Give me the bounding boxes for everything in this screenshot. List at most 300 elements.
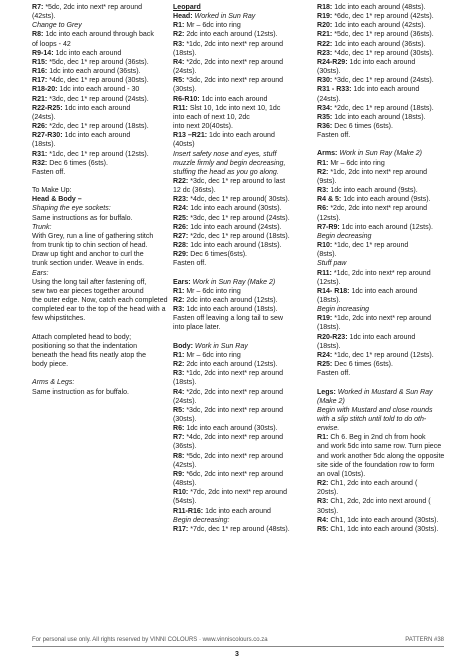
pattern-line bbox=[317, 433, 445, 442]
pattern-line bbox=[32, 58, 156, 67]
line-text: *1dc, dec 1* rep around (12sts). bbox=[47, 150, 149, 158]
pattern-line bbox=[317, 488, 445, 497]
round-label: R2: bbox=[317, 168, 329, 176]
round-label: R23: bbox=[173, 196, 189, 204]
line-spacer bbox=[32, 369, 156, 378]
pattern-line bbox=[173, 433, 311, 442]
line-text: Work in Sun Ray bbox=[192, 342, 248, 350]
round-label: R26: bbox=[173, 223, 189, 231]
copyright-notice: For personal use only. All rights reserved by VINNI COLOURS · www.vinniscolours.co.za bbox=[32, 637, 268, 643]
line-text: 1dc into each around (30sts). bbox=[184, 425, 278, 433]
round-label: R18: bbox=[317, 4, 333, 11]
pattern-line bbox=[173, 406, 311, 415]
pattern-line bbox=[32, 186, 156, 195]
line-text: To Make Up: bbox=[32, 187, 72, 195]
pattern-line bbox=[317, 461, 445, 470]
pattern-line bbox=[173, 488, 311, 497]
round-label: R27: bbox=[173, 232, 189, 240]
pattern-line bbox=[317, 388, 445, 397]
pattern-line bbox=[317, 95, 445, 104]
line-text: 1dc into each around (42sts). bbox=[332, 22, 426, 30]
line-text: site side of the foundation row to form bbox=[317, 461, 435, 469]
pattern-line bbox=[173, 214, 311, 223]
pattern-line bbox=[32, 241, 156, 250]
line-text: Fasten off. bbox=[317, 132, 351, 140]
line-text: Shaping the eye sockets: bbox=[32, 205, 111, 213]
pattern-line bbox=[173, 397, 311, 406]
pattern-line bbox=[32, 360, 156, 369]
round-label: R11: bbox=[173, 104, 188, 112]
line-text: *2dc, 2dc into next* rep around bbox=[184, 58, 284, 66]
line-text: 1dc into each around (30sts). bbox=[188, 205, 282, 213]
pattern-line bbox=[173, 259, 311, 268]
pattern-line bbox=[173, 159, 311, 168]
pattern-line bbox=[173, 204, 311, 213]
page-number: 3 bbox=[235, 651, 239, 658]
pattern-line bbox=[317, 269, 445, 278]
line-text: 1dc into each around bbox=[207, 132, 275, 140]
line-text: (54sts). bbox=[173, 498, 197, 506]
pattern-line bbox=[317, 214, 445, 223]
line-spacer bbox=[317, 140, 445, 149]
pattern-line bbox=[32, 204, 156, 213]
line-text: 1dc into each around bbox=[349, 287, 418, 295]
pattern-line bbox=[173, 104, 311, 113]
line-text: *1dc, 2dc into next* rep around bbox=[332, 315, 432, 323]
pattern-line bbox=[317, 49, 445, 58]
round-label: R26: bbox=[32, 123, 48, 131]
pattern-line bbox=[32, 314, 156, 323]
pattern-line bbox=[317, 314, 445, 323]
round-label: R18-20: bbox=[32, 86, 58, 94]
pattern-line bbox=[317, 241, 445, 250]
round-label: R22: bbox=[317, 40, 333, 48]
line-text: Same instruction as for buffalo. bbox=[32, 388, 130, 396]
line-text: sew two ear pieces together around bbox=[32, 287, 144, 295]
line-text: the outer edge. Now, catch each completed bbox=[32, 296, 168, 304]
pattern-line bbox=[32, 67, 156, 76]
pattern-line bbox=[173, 250, 311, 259]
pattern-line bbox=[32, 269, 156, 278]
round-label: R16: bbox=[32, 68, 48, 76]
line-text: Leopard bbox=[173, 4, 201, 11]
pattern-line bbox=[317, 507, 445, 516]
pattern-line bbox=[317, 223, 445, 232]
pattern-line bbox=[173, 442, 311, 451]
line-text: 2dc into each around (12sts). bbox=[184, 31, 278, 39]
pattern-line bbox=[173, 76, 311, 85]
pattern-line bbox=[317, 278, 445, 287]
line-text: (24sts). bbox=[173, 68, 197, 76]
pattern-line bbox=[173, 369, 311, 378]
line-text: Work in Sun Ray (Make 2) bbox=[337, 150, 422, 158]
pattern-line bbox=[32, 40, 156, 49]
pattern-line bbox=[173, 296, 311, 305]
pattern-line bbox=[173, 516, 311, 525]
footer-divider bbox=[32, 646, 444, 647]
line-text: erwise. bbox=[317, 425, 340, 433]
pattern-line bbox=[317, 406, 445, 415]
line-text: Fasten off. bbox=[32, 168, 66, 176]
pattern-line bbox=[173, 150, 311, 159]
pattern-line bbox=[317, 67, 445, 76]
pattern-line bbox=[173, 85, 311, 94]
line-text: Arms & Legs: bbox=[32, 379, 75, 387]
line-text: *1dc, 2dc into next* rep around bbox=[184, 370, 284, 378]
line-text: few whipstitches. bbox=[32, 315, 86, 323]
line-text: and work 5dc into same row. Turn piece bbox=[317, 443, 442, 451]
pattern-line bbox=[173, 223, 311, 232]
line-text: *2dc, dec 1* rep around (18sts). bbox=[188, 232, 290, 240]
pattern-line bbox=[173, 95, 311, 104]
column-right bbox=[317, 3, 445, 534]
line-text: Begin with Mustard and close rounds bbox=[317, 406, 433, 414]
line-text: Draw up tight and anchor to curl the bbox=[32, 251, 144, 259]
line-text: Mr – 6dc into ring bbox=[184, 351, 241, 359]
line-spacer bbox=[173, 269, 311, 278]
line-text: (18sts). bbox=[317, 296, 341, 304]
line-text: (24sts). bbox=[173, 397, 197, 405]
round-label: R17: bbox=[32, 77, 48, 85]
line-spacer bbox=[32, 323, 156, 332]
line-text: *1dc, 2dc into next* rep around bbox=[331, 269, 431, 277]
round-label: R6-R10: bbox=[173, 95, 200, 103]
round-label: R5: bbox=[317, 525, 329, 533]
round-label: R1: bbox=[173, 287, 185, 295]
pattern-line bbox=[173, 21, 311, 30]
pattern-line bbox=[317, 113, 445, 122]
line-text: 1dc into each around bbox=[62, 104, 131, 112]
round-label: Arms: bbox=[317, 150, 338, 158]
pattern-line bbox=[173, 323, 311, 332]
line-text: (9sts). bbox=[317, 177, 337, 185]
line-text: (18sts). bbox=[173, 379, 197, 387]
round-label: R1: bbox=[173, 351, 185, 359]
round-label: R3: bbox=[173, 306, 185, 314]
pattern-line bbox=[173, 58, 311, 67]
round-label: R8: bbox=[173, 452, 185, 460]
round-label: R6: bbox=[317, 205, 329, 213]
pattern-line bbox=[32, 333, 156, 342]
pattern-line bbox=[32, 223, 156, 232]
line-text: *6dc, dec 1* rep around (42sts). bbox=[332, 13, 434, 21]
pattern-line bbox=[317, 305, 445, 314]
line-text: (36sts). bbox=[173, 443, 197, 451]
round-label: R7: bbox=[32, 4, 44, 11]
line-text: Begin decreasing bbox=[317, 232, 372, 240]
round-label: R2: bbox=[173, 296, 185, 304]
round-label: R22-R25: bbox=[32, 104, 63, 112]
pattern-line bbox=[173, 40, 311, 49]
pattern-line bbox=[32, 95, 156, 104]
line-text: 2dc into each around (12sts). bbox=[184, 296, 278, 304]
pattern-line bbox=[32, 49, 156, 58]
column-middle bbox=[173, 3, 311, 534]
round-label: R32: bbox=[32, 159, 48, 167]
line-text: 1dc into each around bbox=[199, 95, 268, 103]
pattern-line bbox=[317, 30, 445, 39]
line-spacer bbox=[317, 378, 445, 387]
line-text: Insert safety nose and eyes, stuff bbox=[173, 150, 277, 158]
line-spacer bbox=[173, 333, 311, 342]
line-text: positioning so that the indentation bbox=[32, 342, 137, 350]
pattern-line bbox=[173, 12, 311, 21]
line-text: Ch 6. Beg in 2nd ch from hook bbox=[328, 434, 426, 442]
line-text: *7dc, 2dc into next* rep around bbox=[188, 489, 288, 497]
pattern-line bbox=[173, 195, 311, 204]
line-text: beneath the head fits neatly atop the bbox=[32, 351, 147, 359]
round-label: R3: bbox=[173, 370, 185, 378]
pattern-line bbox=[32, 195, 156, 204]
pattern-line bbox=[317, 186, 445, 195]
line-text: (40sts) bbox=[173, 141, 195, 149]
line-text: Ch1, 1dc into each around (30sts). bbox=[328, 525, 439, 533]
line-text: *1dc, 2dc into next* rep around bbox=[184, 40, 284, 48]
pattern-line bbox=[173, 525, 311, 534]
line-text: *5dc, dec 1* rep around (36sts). bbox=[47, 58, 149, 66]
line-text: (18sts). bbox=[317, 324, 341, 332]
line-text: *7dc, dec 1* rep around (48sts). bbox=[188, 525, 290, 533]
line-text: Dec 6 times (6sts). bbox=[332, 361, 393, 369]
line-text: 1dc into each around - 30 bbox=[57, 86, 140, 94]
round-label: R25: bbox=[173, 214, 189, 222]
pattern-line bbox=[32, 12, 156, 21]
line-text: *3dc, 2dc into next* rep around bbox=[184, 406, 284, 414]
round-label: R2: bbox=[317, 480, 329, 488]
line-text: 1dc into each around (48sts). bbox=[332, 4, 426, 11]
line-text: Change to Grey bbox=[32, 22, 82, 30]
line-text: (48sts). bbox=[173, 480, 197, 488]
round-label: R36: bbox=[317, 123, 333, 131]
pattern-line bbox=[32, 122, 156, 131]
pattern-line bbox=[317, 369, 445, 378]
line-text: 1dc into each around (12sts). bbox=[339, 223, 433, 231]
round-label: R24: bbox=[317, 351, 333, 359]
line-text: stuffing the head as you go along. bbox=[173, 168, 279, 176]
pattern-line bbox=[32, 3, 156, 12]
pattern-line bbox=[317, 168, 445, 177]
line-text: completed ear to the top of the head with a bbox=[32, 306, 166, 314]
line-text: *4dc, dec 1* rep around( 30sts). bbox=[188, 196, 290, 204]
pattern-line bbox=[173, 67, 311, 76]
pattern-line bbox=[317, 479, 445, 488]
pattern-line bbox=[317, 415, 445, 424]
line-text: *2dc, dec 1* rep around (18sts). bbox=[332, 104, 434, 112]
line-text: *2dc, 2dc into next* rep around bbox=[328, 205, 428, 213]
pattern-line bbox=[32, 76, 156, 85]
line-text: 1dc into each around (9sts). bbox=[341, 196, 431, 204]
line-text: (24sts). bbox=[317, 95, 341, 103]
round-label: R31: bbox=[32, 150, 48, 158]
line-text: (18sts). bbox=[173, 49, 197, 57]
pattern-line bbox=[32, 232, 156, 241]
line-text: (24sts). bbox=[32, 113, 56, 121]
line-text: 1dc into each around (36sts). bbox=[47, 68, 141, 76]
line-text: into each of next 10, 2dc bbox=[173, 113, 250, 121]
line-text: Stuff paw bbox=[317, 260, 347, 268]
round-label: Body: bbox=[173, 342, 193, 350]
pattern-line bbox=[173, 113, 311, 122]
line-text: Worked in Sun Ray bbox=[192, 13, 256, 21]
line-text: Fasten off. bbox=[173, 260, 207, 268]
round-label: R3: bbox=[317, 498, 329, 506]
pattern-line bbox=[317, 259, 445, 268]
line-text: 30sts). bbox=[317, 507, 339, 515]
pattern-line bbox=[173, 168, 311, 177]
round-label: R4 & 5: bbox=[317, 196, 342, 204]
line-text: *2dc, dec 1* rep around (18sts). bbox=[47, 123, 149, 131]
pattern-line bbox=[317, 12, 445, 21]
pattern-line bbox=[317, 424, 445, 433]
pattern-line bbox=[32, 131, 156, 140]
pattern-number: PATTERN #38 bbox=[405, 637, 444, 643]
line-text: Mr – 6dc into ring bbox=[328, 159, 385, 167]
line-text: Using the long tail after fastening off, bbox=[32, 278, 147, 286]
pattern-line bbox=[317, 204, 445, 213]
pattern-line bbox=[173, 388, 311, 397]
line-text: *3dc, dec 1* rep around (24sts). bbox=[188, 214, 290, 222]
line-spacer bbox=[32, 177, 156, 186]
pattern-line bbox=[32, 378, 156, 387]
round-label: R5: bbox=[173, 77, 185, 85]
pattern-line bbox=[173, 3, 311, 12]
pattern-line bbox=[173, 452, 311, 461]
round-label: R29: bbox=[173, 251, 189, 259]
pattern-line bbox=[317, 40, 445, 49]
line-text: (42sts). bbox=[32, 13, 56, 21]
line-text: (18sts). bbox=[32, 141, 56, 149]
line-text: *2dc, 2dc into next* rep around bbox=[184, 388, 284, 396]
line-text: Trunk: bbox=[32, 223, 52, 231]
line-text: 1dc into each around bbox=[347, 58, 416, 66]
line-text: Fasten off leaving a long tail to sew bbox=[173, 315, 283, 323]
pattern-line bbox=[32, 351, 156, 360]
pattern-line bbox=[173, 232, 311, 241]
round-label: R15: bbox=[32, 58, 48, 66]
line-text: (42sts). bbox=[173, 461, 197, 469]
round-label: R25: bbox=[317, 361, 333, 369]
pattern-line bbox=[317, 497, 445, 506]
pattern-line bbox=[173, 351, 311, 360]
pattern-line bbox=[173, 314, 311, 323]
line-text: Begin increasing bbox=[317, 306, 370, 314]
round-label: R1: bbox=[173, 22, 185, 30]
pattern-line bbox=[32, 159, 156, 168]
line-text: *1dc, dec 1* rep around (12sts). bbox=[332, 351, 434, 359]
pattern-line bbox=[32, 113, 156, 122]
round-label: R21: bbox=[317, 31, 333, 39]
line-text: 1dc into each around (24sts). bbox=[188, 223, 282, 231]
line-text: *5dc, dec 1* rep around (36sts). bbox=[332, 31, 434, 39]
round-label: R4: bbox=[173, 388, 185, 396]
pattern-line bbox=[32, 305, 166, 314]
line-text: *3dc, dec 1* rep around (24sts). bbox=[332, 77, 434, 85]
pattern-line bbox=[173, 305, 311, 314]
line-text: 1dc into each around bbox=[203, 507, 271, 515]
line-text: *5dc, 2dc into next* rep around bbox=[43, 4, 143, 11]
pattern-line bbox=[317, 333, 445, 342]
pattern-line bbox=[173, 360, 311, 369]
line-text: Attach completed head to body; bbox=[32, 333, 132, 341]
line-text: with a slip stitch until told to do oth- bbox=[317, 416, 427, 423]
line-text: Head & Body – bbox=[32, 196, 82, 204]
column-left bbox=[32, 3, 168, 397]
pattern-line bbox=[32, 259, 156, 268]
pattern-line bbox=[173, 30, 311, 39]
line-text: *6dc, 2dc into next* rep around bbox=[184, 470, 284, 478]
line-text: Work in Sun Ray (Make 2) bbox=[190, 278, 276, 286]
line-text: 1dc into each around (18sts). bbox=[188, 242, 282, 250]
line-text: *4dc, 2dc into next* rep around bbox=[184, 434, 284, 442]
round-label: R11: bbox=[317, 269, 332, 277]
pattern-line bbox=[173, 507, 311, 516]
pattern-line bbox=[173, 131, 311, 140]
pattern-line bbox=[317, 122, 445, 131]
pattern-line bbox=[173, 342, 311, 351]
pattern-line bbox=[317, 452, 445, 461]
pattern-line bbox=[32, 214, 156, 223]
line-text: Mr – 6dc into ring bbox=[184, 287, 241, 295]
round-label: R9: bbox=[173, 470, 185, 478]
line-text: 1dc into each around (36sts). bbox=[332, 40, 426, 48]
pattern-line bbox=[317, 323, 445, 332]
line-text: 1dc into each around bbox=[62, 132, 131, 140]
round-label: Legs: bbox=[317, 388, 336, 396]
line-text: Dec 6 times(6sts). bbox=[188, 251, 248, 259]
pattern-line bbox=[32, 287, 156, 296]
line-text: Ch1, 2dc, 2dc into next around ( bbox=[328, 498, 431, 506]
line-text: an oval (10sts). bbox=[317, 470, 366, 478]
pattern-line bbox=[173, 470, 311, 479]
line-text: into place later. bbox=[173, 324, 221, 332]
round-label: R20: bbox=[317, 22, 333, 30]
round-label: R4: bbox=[173, 58, 185, 66]
line-text: *5dc, 2dc into next* rep around bbox=[184, 452, 284, 460]
line-text: (12sts). bbox=[317, 214, 341, 222]
round-label: R27-R30: bbox=[32, 132, 63, 140]
line-text: With Grey, run a line of gathering stitch bbox=[32, 232, 154, 240]
round-label: R6: bbox=[173, 425, 185, 433]
line-text: 1dc into each around bbox=[53, 49, 122, 57]
line-text: *3dc, dec 1* rep around (24sts). bbox=[47, 95, 149, 103]
line-text: 1dc into each around bbox=[351, 86, 420, 94]
pattern-line bbox=[317, 3, 445, 12]
round-label: R7-R9: bbox=[317, 223, 340, 231]
line-text: (30sts). bbox=[173, 416, 197, 423]
round-label: R30: bbox=[317, 77, 333, 85]
line-text: Dec 6 times (6sts). bbox=[47, 159, 108, 167]
pattern-line bbox=[32, 30, 156, 39]
pattern-line bbox=[317, 76, 445, 85]
line-text: of loops - 42 bbox=[32, 40, 71, 48]
pattern-line bbox=[317, 442, 445, 451]
line-text: 1dc into each around (18sts). bbox=[184, 306, 278, 314]
pattern-line bbox=[317, 21, 445, 30]
line-text: Same instructions as for buffalo. bbox=[32, 214, 133, 222]
round-label: R35: bbox=[317, 113, 333, 121]
round-label: R3: bbox=[317, 187, 329, 195]
line-text: 1dc into each around through back bbox=[43, 31, 154, 39]
round-label: R22: bbox=[173, 177, 189, 185]
pattern-line bbox=[317, 287, 445, 296]
pattern-line bbox=[317, 296, 445, 305]
line-text: trunk section under. Weave in ends. bbox=[32, 260, 144, 268]
round-label: R23: bbox=[317, 49, 333, 57]
line-text: 1dc into each around (9sts). bbox=[328, 187, 418, 195]
round-label: R4: bbox=[317, 516, 329, 524]
line-text: Slst 10, 1dc into next 10, 1dc bbox=[187, 104, 281, 112]
pattern-line bbox=[32, 21, 156, 30]
